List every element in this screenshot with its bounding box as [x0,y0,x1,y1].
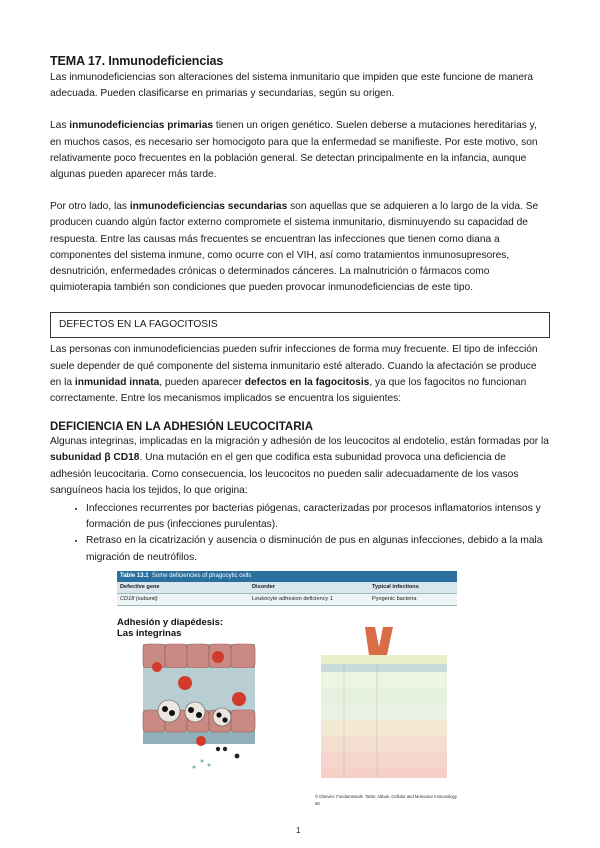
red-blood-cell [212,651,224,663]
leukocyte [185,702,205,722]
page-title: TEMA 17. Inmunodeficiencias [50,54,224,68]
red-blood-cell [232,692,246,706]
leukocyte [158,700,180,722]
figure-table-row: CD18 (subunit) Leukocyte adhesion deficiency 1 Pyogenic bacteria [117,594,457,606]
primarias-term: inmunodeficiencias primarias [69,120,214,132]
figure [117,571,457,806]
section-header-fagocitosis: DEFECTOS EN LA FAGOCITOSIS [50,312,550,338]
figure-credit: © Elsevier. Fundamentals. Table: Abbas. Cellular and Molecular Immunology 6E [315,794,457,806]
consequences-list [50,501,550,566]
list-item: • Retraso en la cicatrización y ausencia o disminución de pus en algunas infecciones, debido a la mala migración de neutrófilos. [86,533,550,565]
figure-table-header: Defective gene Disorder Typical infections [117,582,457,594]
page-number: 1 [296,826,301,835]
document-page [50,54,550,566]
diagram-title: Adhesión y diapédesis: Las integrinas [117,617,224,639]
heading-adhesion: DEFICIENCIA EN LA ADHESIÓN LEUCOCITARIA [50,421,314,434]
adhesion-paragraph: Algunas integrinas, implicadas en la migración y adhesión de los leucocitos al endotelio, están formadas por la subunidad β CD18. Una mutación en el gen que codifica esta subunidad provoca una deficiencia de adhesión leucocitaria. Como consecuencia, los leucocitos no pueden salir adecuadamente de los vasos sanguíneos hacia los tejidos, lo que origina: [50,436,549,496]
figure-table-title: Table 13.1 Some deficiencies of phagocytic cells [117,571,457,582]
list-item: • Infecciones recurrentes por bacterias piógenas, caracterizadas por procesos inflamatorios intensos y formación de pus (infecciones purulentas). [86,501,550,533]
diapedesis-diagram [117,571,457,803]
secundarias-term: inmunodeficiencias secundarias [129,201,288,213]
leukocyte-receptor-diagram [321,627,447,778]
red-blood-cell [178,676,192,690]
fagocitosis-paragraph: Las personas con inmunodeficiencias pueden sufrir infecciones de forma muy frecuente. El tipo de infección suele depender de qué componente del sistema inmunitario esté alterado. Cuando la afectación se produce en la inmunidad innata, pueden aparecer defectos en la fagocitosis, ya que los fagocitos no funcionan correctamente. Entre los mecanismos implicados se encuentra los siguientes: [50,344,538,405]
secundarias-paragraph: Por otro lado, las inmunodeficiencias secundarias son aquellas que se adquieren a lo largo de la vida. Se producen cuando algún factor externo compromete el sistema inmunitario, disminuyendo su capacidad de respuesta. Entre las causas más frecuentes se encuentran las infecciones que tienen como diana a componentes del sistema inmune, como ocurre con el VIH, así como tratamientos inmunosupresores, desnutrición, enfermedades crónicas o determinados cánceres. La malnutrición o fármacos como quimioterapia también son condiciones que pueden provocar inmunodeficiencias de este tipo. [50,201,539,294]
intro-paragraph: Las inmunodeficiencias son alteraciones del sistema inmunitario que impiden que este funcione de manera adecuada. Pueden clasificarse en primarias y secundarias, según su origen. [50,72,534,100]
red-blood-cell [152,662,162,672]
primarias-paragraph: Las inmunodeficiencias primarias tienen un origen genético. Suelen deberse a mutaciones hereditarias y, en muchos casos, es necesario ser homocigoto para que la enfermedad se manifieste. Por este motivo, son relativamente poco frecuentes en la población general. Se detectan principalmente en la infancia, aunque algunas pueden aparecer más tarde. [50,120,538,181]
leukocyte [213,708,231,726]
red-blood-cell [196,736,206,746]
